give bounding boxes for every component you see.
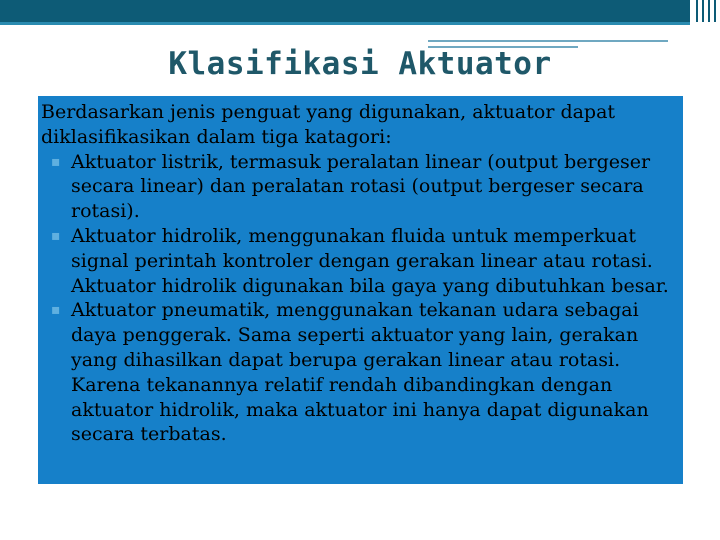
top-decorative-bar — [0, 0, 690, 22]
top-decorative-stripe — [0, 22, 690, 25]
bullet-text: Aktuator pneumatik, menggunakan tekanan udara sebagai daya penggerak. Sama seperti aktuator yang lain, gerakan yang dihasilkan dapat berupa gerakan linear atau rotasi. Karena tekanannya relatif rendah dibandingkan dengan aktuator hidrolik, maka aktuator ini hanya dapat digunakan secara terbatas. — [71, 299, 649, 446]
bullet-item — [41, 224, 677, 298]
slide-title: Klasifikasi Aktuator — [168, 46, 552, 82]
bullet-marker-icon: ▪ — [51, 302, 61, 319]
corner-decorative-line — [696, 0, 698, 22]
bullet-marker-icon: ▪ — [51, 153, 61, 170]
bullet-list — [41, 150, 677, 448]
corner-decorative-line — [714, 0, 716, 22]
bullet-text: Aktuator listrik, termasuk peralatan linear (output bergeser secara linear) dan peralatan rotasi (output bergeser secara rotasi). — [71, 150, 651, 223]
corner-decorative-line — [708, 0, 710, 22]
bullet-marker-icon: ▪ — [51, 227, 61, 244]
title-decorative-line — [428, 40, 668, 42]
content-box — [38, 96, 683, 484]
intro-paragraph: Berdasarkan jenis penguat yang digunakan, aktuator dapat diklasifikasikan dalam tiga katagori: — [41, 101, 616, 148]
bullet-item — [41, 298, 677, 447]
bullet-item — [41, 150, 677, 224]
corner-decorative-line — [702, 0, 704, 22]
bullet-text: Aktuator hidrolik, menggunakan fluida untuk memperkuat signal perintah kontroler dengan gerakan linear atau rotasi. Aktuator hidrolik digunakan bila gaya yang dibutuhkan besar. — [71, 224, 669, 297]
